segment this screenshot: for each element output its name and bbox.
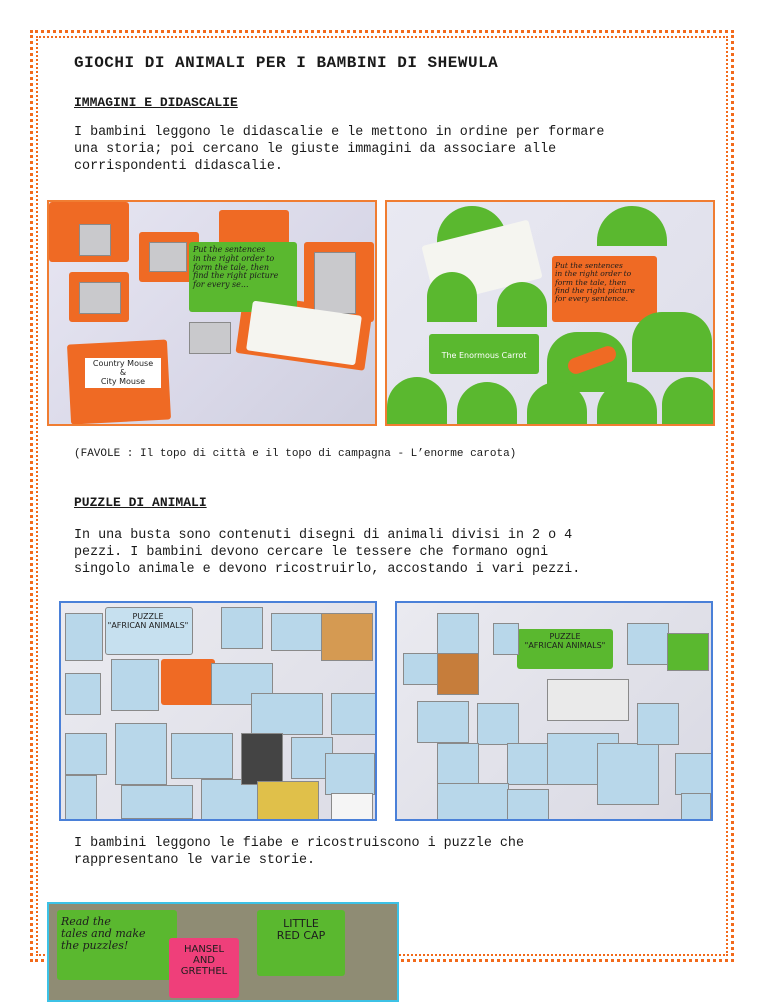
card-little-red-cap: LITTLE RED CAP xyxy=(276,917,326,943)
page-title: GIOCHI DI ANIMALI PER I BAMBINI DI SHEWULA xyxy=(74,54,499,72)
label-country-mouse: Country Mouse & City Mouse xyxy=(85,358,161,388)
label-enormous-carrot: The Enormous Carrot xyxy=(441,351,527,360)
section-text-puzzle: In una busta sono contenuti disegni di animali divisi in 2 o 4 pezzi. I bambini devono cercare le tessere che formano ogni singolo animale e devono ricostruirlo, accostando i vari pezzi. xyxy=(74,528,581,577)
card-hansel-grethel: HANSEL AND GRETHEL xyxy=(180,944,228,977)
photo-enormous-carrot xyxy=(385,200,715,426)
section-heading-puzzle: PUZZLE DI ANIMALI xyxy=(74,495,207,510)
photo-fairytale-puzzles xyxy=(47,902,399,1002)
section-heading-captions: IMMAGINI E DIDASCALIE xyxy=(74,95,238,110)
puzzle-sign-right: PUZZLE "AFRICAN ANIMALS" xyxy=(524,632,606,650)
sign-text-left: Put the sentences in the right order to form the tale, then find the right picture for every se... xyxy=(193,245,279,290)
sign-text-right: Put the sentences in the right order to form the tale, then find the right picture for every sentence. xyxy=(555,261,635,303)
photo-country-mouse xyxy=(47,200,377,426)
card-read-tales: Read the tales and make the puzzles! xyxy=(61,915,146,953)
photo-caption: (FAVOLE : Il topo di città e il topo di campagna - L’enorme carota) xyxy=(74,448,517,460)
section-text-fairytales: I bambini leggono le fiabe e ricostruiscono i puzzle che rappresentano le varie storie. xyxy=(74,836,524,868)
puzzle-sign-left: PUZZLE "AFRICAN ANIMALS" xyxy=(107,612,189,630)
photo-puzzle-left xyxy=(59,601,377,821)
section-text-captions: I bambini leggono le didascalie e le mettono in ordine per formare una storia; poi cercano le giuste immagini da associare alle corrispondenti didascalie. xyxy=(74,125,605,174)
photo-puzzle-right xyxy=(395,601,713,821)
